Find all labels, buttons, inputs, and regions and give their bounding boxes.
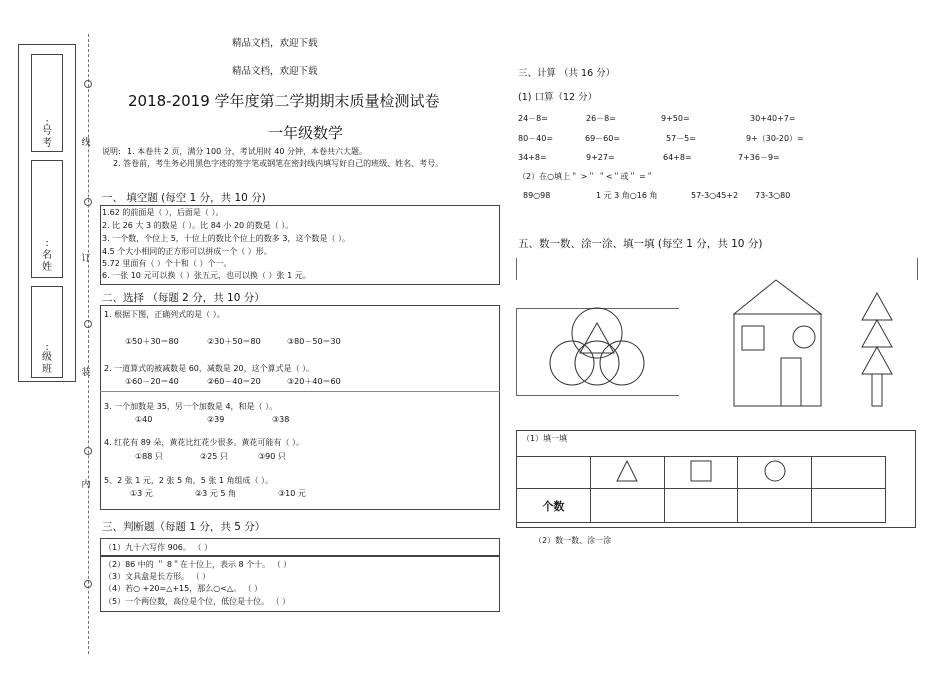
choice-option: ②25 只 [200,452,228,461]
fill-item: 3. 一个数，个位上 5，十位上的数比个位上的数多 3，这个数是（ ）。 [102,234,350,243]
compare-item: 89○98 [523,191,551,200]
calc-item: 9+（30-20）= [746,134,804,143]
colon-mark: : [45,117,49,128]
choice-question: 5、2 张 1 元，2 张 5 角，5 张 1 角组成（ ）。 [104,476,274,485]
table-header-circle [738,457,812,489]
choice-option: ③80－50＝30 [287,337,341,346]
colon-mark: : [45,238,49,249]
judgment-item: （2）86 中的 ＂ 8＂在十位上，表示 8 个十。 （ ） [104,560,292,569]
color-count-label: （2）数一数、涂一涂 [534,536,612,545]
compare-item: 57-3○45+2 [691,191,739,200]
section-3-title: 三、判断题（每题 1 分，共 5 分） [102,521,266,533]
count-cell-extra[interactable] [812,489,886,523]
exam-subtitle: 一年级数学 [268,124,344,142]
choice-option: ③90 只 [258,452,286,461]
choice-option: ①50＋30＝80 [125,337,179,346]
choice-option: ②30＋50＝80 [207,337,261,346]
calc-item: 64+8= [663,153,692,162]
choice-option: ①88 只 [135,452,163,461]
choice-option: ①3 元 [130,489,153,498]
instructions-line-1: 1. 本卷共 2 页，满分 100 分，考试用时 40 分钟，本卷共六大题。 [127,147,367,156]
calc-sub-1: (1) 口算（12 分） [518,92,598,103]
table-header-empty [812,457,886,489]
table-header-triangle [590,457,664,489]
watermark-second: 精品文档，欢迎下载 [232,66,318,77]
choice-option: ②39 [207,415,225,424]
binding-hole [84,580,92,588]
binding-label-nei: 内 [81,480,91,490]
calc-item: 80－40= [518,134,554,143]
circle-icon [763,460,787,482]
calc-item: 9+50= [661,114,690,123]
judgment-item: （4）若○ +20=△+15，那么○<△。 （ ） [104,584,263,593]
colon-mark: : [45,342,49,353]
calc-item: 9+27= [586,153,615,162]
section-5-title: 五、数一数、涂一涂、填一填 (每空 1 分，共 10 分) [518,238,763,250]
table-corner-cell [517,457,591,489]
square-icon [689,460,713,482]
figure-frame [516,258,918,280]
shape-count-table [516,456,886,523]
name-label: 名姓 [42,250,52,273]
choice-option: ②3 元 5 角 [195,489,236,498]
class-label: 级班 [42,352,52,375]
calc-title: 三、计算 （共 16 分） [518,68,616,79]
choice-question: 1. 根据下图，正确列式的是（ ）。 [104,310,225,319]
choice-option: ③10 元 [278,489,306,498]
compare-item: 73-3○80 [755,191,791,200]
tree-figure [858,290,898,410]
instructions-line-2: 2. 答卷前，考生务必用黑色字迹的签字笔或钢笔在密封线内填写好自己的班级、姓名、考号。 [113,159,444,168]
judgment-item: （5）一个两位数，高位是个位，低位是十位。 （ ） [104,597,291,606]
binding-label-ding: 订 [81,254,91,264]
calc-item: 7+36－9= [738,153,780,162]
calc-item: 24－8= [518,114,548,123]
fill-item: 5.72 里面有（ ）个十和（ ）个一。 [102,259,232,268]
calc-item: 34+8= [518,153,547,162]
triangle-icon [615,460,639,482]
choice-option: ①40 [135,415,153,424]
house-figure [729,278,829,408]
table-header-square [664,457,738,489]
fill-item: 4.5 个大小相同的正方形可以拼成一个（ ）形。 [102,247,272,256]
choice-question: 4. 红花有 89 朵，黄花比红花少很多。黄花可能有（ ）。 [104,438,304,447]
choice-option: ②60－40＝20 [207,377,261,386]
calc-sub-2: （2）在○填上＂ >＂ ＂<＂或＂ =＂ [518,172,654,181]
binding-label-xian: 线 [81,138,91,148]
fill-item: 2. 比 26 大 3 的数是（ ）。比 84 小 20 的数是（ ）。 [102,221,294,230]
fill-item: 1.62 的前面是（ ），后面是（ ）。 [102,208,224,217]
compare-item: 1 元 3 角○16 角 [596,191,658,200]
binding-hole [84,198,92,206]
calc-item: 30+40+7= [750,114,796,123]
choice-option: ③20＋40＝60 [287,377,341,386]
choice-option: ③38 [272,415,290,424]
exam-title: 2018-2019 学年度第二学期期末质量检测试卷 [128,92,440,110]
divider [100,391,500,392]
exam-number-label: 号考 [42,126,52,149]
calc-item: 57－5= [666,134,696,143]
count-cell-triangle[interactable] [590,489,664,523]
count-cell-square[interactable] [664,489,738,523]
judgment-item: （1）九十六写作 906。 （ ） [104,543,212,552]
table-row-label: 个数 [517,489,591,523]
calc-item: 26－8= [586,114,616,123]
fill-in-label: （1）填一填 [522,434,568,443]
fill-item: 6. 一张 10 元可以换（ ）张五元，也可以换（ ）张 1 元。 [102,271,311,280]
section-2-title: 二、选择 （每题 2 分，共 10 分） [102,292,265,304]
choice-option: ①60－20＝40 [125,377,179,386]
section-1-title: 一、 填空题 (每空 1 分，共 10 分) [102,192,266,204]
count-cell-circle[interactable] [738,489,812,523]
binding-hole [84,80,92,88]
calc-item: 69－60= [585,134,621,143]
watermark-top: 精品文档，欢迎下载 [232,38,318,49]
choice-question: 3. 一个加数是 35，另一个加数是 4，和是（ ）。 [104,402,278,411]
instructions-label: 说明: [102,147,121,156]
binding-hole [84,447,92,455]
judgment-item: （3）文具盒是长方形。 （ ） [104,572,211,581]
binding-hole [84,320,92,328]
circles-triangle-figure [540,305,660,395]
choice-question: 2. 一道算式的被减数是 60，减数是 20，这个算式是（ ）。 [104,364,315,373]
binding-label-zhuang: 装 [81,368,91,378]
binding-dashed-line [88,34,89,654]
